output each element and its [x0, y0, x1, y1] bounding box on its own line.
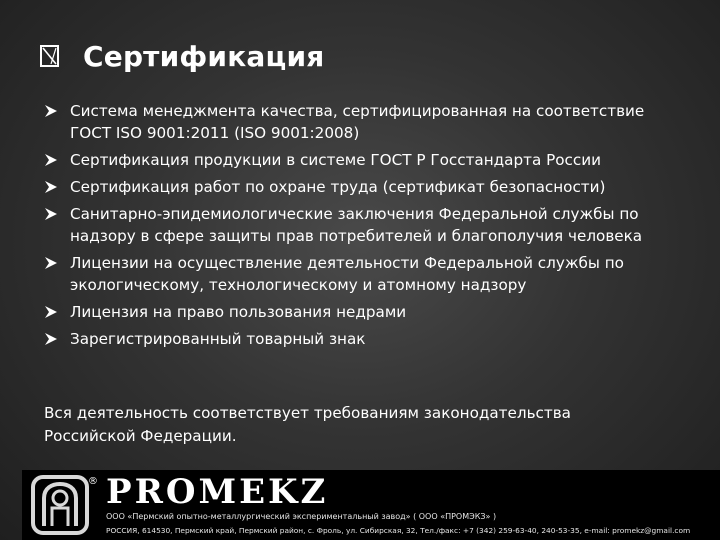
list-item — [44, 328, 684, 350]
logo-wordmark: PROMEKZ — [106, 472, 329, 512]
arrowhead-bullet-icon — [44, 104, 58, 118]
list-item-text: Зарегистрированный товарный знак — [70, 330, 366, 348]
arrowhead-bullet-icon — [44, 305, 58, 319]
promekz-emblem-icon — [30, 474, 90, 536]
company-full-name: ООО «Пермский опытно-металлургический экспериментальный завод» ( ООО «ПРОМЭКЗ» ) — [106, 512, 497, 521]
list-item-text: Сертификация продукции в системе ГОСТ Р Госстандарта России — [70, 151, 601, 169]
list-item — [44, 203, 684, 247]
list-item-text: Система менеджмента качества, сертифицированная на соответствие ГОСТ ISO 9001:2011 (ISO 9001:2008) — [70, 102, 645, 142]
arrowhead-bullet-icon — [44, 180, 58, 194]
bullet-list — [44, 100, 684, 355]
list-item-text: Лицензия на право пользования недрами — [70, 303, 407, 321]
arrowhead-bullet-icon — [44, 256, 58, 270]
list-item — [44, 252, 684, 296]
registered-mark: ® — [88, 476, 98, 487]
checkbox-icon — [40, 45, 59, 67]
logo-bar — [22, 470, 720, 540]
title-row — [40, 36, 324, 76]
arrowhead-bullet-icon — [44, 207, 58, 221]
arrowhead-bullet-icon — [44, 153, 58, 167]
list-item-text: Сертификация работ по охране труда (сертификат безопасности) — [70, 178, 606, 196]
list-item-text: Лицензии на осуществление деятельности Федеральной службы по экологическому, технологическому и атомному надзору — [70, 254, 624, 294]
list-item — [44, 176, 684, 198]
footer-text: Вся деятельность соответствует требованиям законодательства Российской Федерации. — [44, 404, 571, 445]
list-item — [44, 149, 684, 171]
page-title: Сертификация — [83, 39, 325, 73]
list-item — [44, 100, 684, 144]
arrowhead-bullet-icon — [44, 332, 58, 346]
list-item — [44, 301, 684, 323]
company-address: РОССИЯ, 614530, Пермский край, Пермский район, с. Фроль, ул. Сибирская, 32, Тел./факс: +7 (342) 259-63-40, 240-53-35, e-mail: promekz@gmail.com — [106, 526, 691, 535]
list-item-text: Санитарно-эпидемиологические заключения Федеральной службы по надзору в сфере защиты прав потребителей и благополучия человека — [70, 205, 643, 245]
